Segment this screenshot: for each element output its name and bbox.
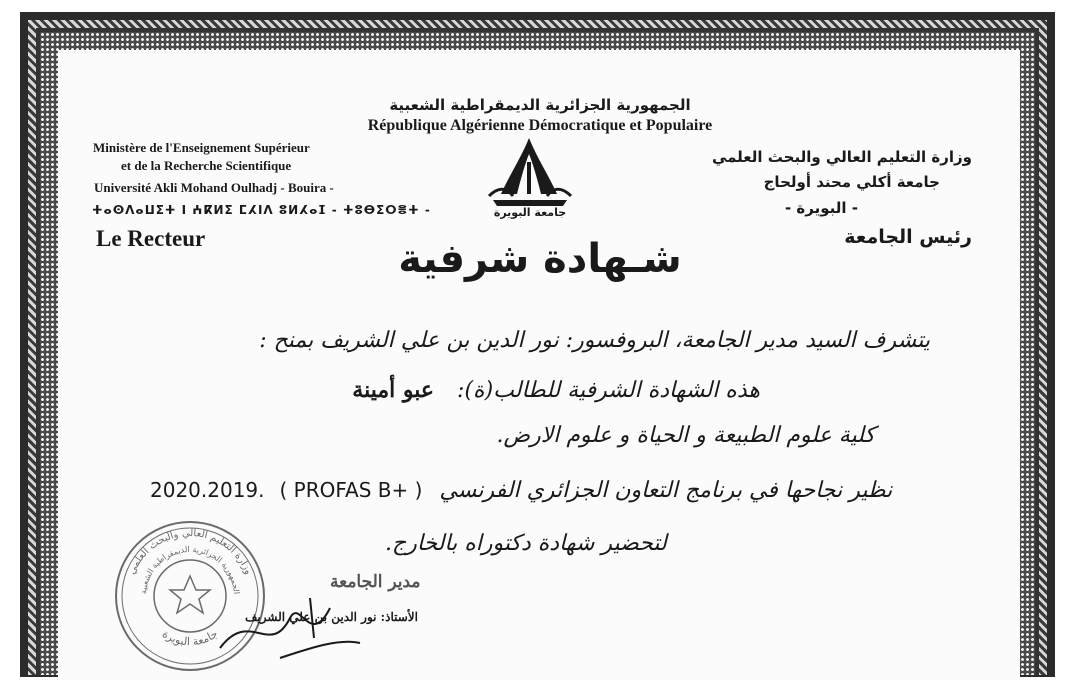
city-ar: - البويرة - <box>784 199 858 217</box>
certificate-title: شـهادة شرفية <box>398 236 682 282</box>
body-line-1: يتشرف السيد مدير الجامعة، البروفسور: نور الدين بن علي الشريف بمنح : <box>259 328 930 353</box>
university-ar: جامعة أكلي محند أولحاج <box>763 173 940 191</box>
ministry-line2: et de la Recherche Scientifique <box>121 158 292 173</box>
signature-name: الأستاذ: نور الدين بن علي الشريف <box>245 610 418 624</box>
ministry-ar: وزارة التعليم العالي والبحث العلمي <box>711 148 972 166</box>
handwritten-signature <box>210 588 370 668</box>
body-line-5: لتحضير شهادة دكتوراه بالخارج. <box>385 531 667 556</box>
svg-text:الجمهورية الجزائرية الديمقراطي <box>139 545 241 594</box>
body-line-2 <box>352 377 760 403</box>
rector-label-ar: رئيس الجامعة <box>844 226 972 248</box>
stamp-outer-text: وزارة التعليم العالي والبحث العلمي <box>126 527 254 577</box>
signature-title: مدير الجامعة <box>330 572 421 592</box>
header-republic-ar: الجمهورية الجزائرية الديمقراطية الشعبية <box>389 96 691 114</box>
stamp-inner-text: الجمهورية الجزائرية الديمقراطية الشعبية <box>139 544 241 595</box>
body-line-2-prefix: هذه الشهادة الشرفية للطالب(ة): <box>457 378 760 403</box>
program-year: 2020.2019. <box>150 478 265 502</box>
student-name: عبو أمينة <box>352 377 435 403</box>
ministry-line1: Ministère de l'Enseignement Supérieur <box>93 140 310 155</box>
header-republic-fr: République Algérienne Démocratique et Populaire <box>367 117 713 134</box>
body-line-3: كلية علوم الطبيعة و الحياة و علوم الارض. <box>496 423 875 448</box>
logo-caption: جامعة البويرة <box>493 206 567 219</box>
university-tifinagh: ⵜⴰⵙⴷⴰⵡⵉⵜ ⵏ ⵄⴽⵍⵉ ⵎⵃⵏⴷ ⵓⵍⵃⴰⵊ - ⵜⵓⴱⵉⵔⴻⵜ - <box>92 203 431 217</box>
university-fr: Université Akli Mohand Oulhadj - Bouira - <box>94 180 334 195</box>
program-name: ( PROFAS B+ ) <box>279 478 423 502</box>
body-line-4 <box>150 478 892 503</box>
program-text-ar: نظير نجاحها في برنامج التعاون الجزائري الفرنسي <box>439 478 893 503</box>
rector-label-fr: Le Recteur <box>96 226 206 251</box>
stamp-bottom-text: جامعة البويرة <box>159 627 221 649</box>
